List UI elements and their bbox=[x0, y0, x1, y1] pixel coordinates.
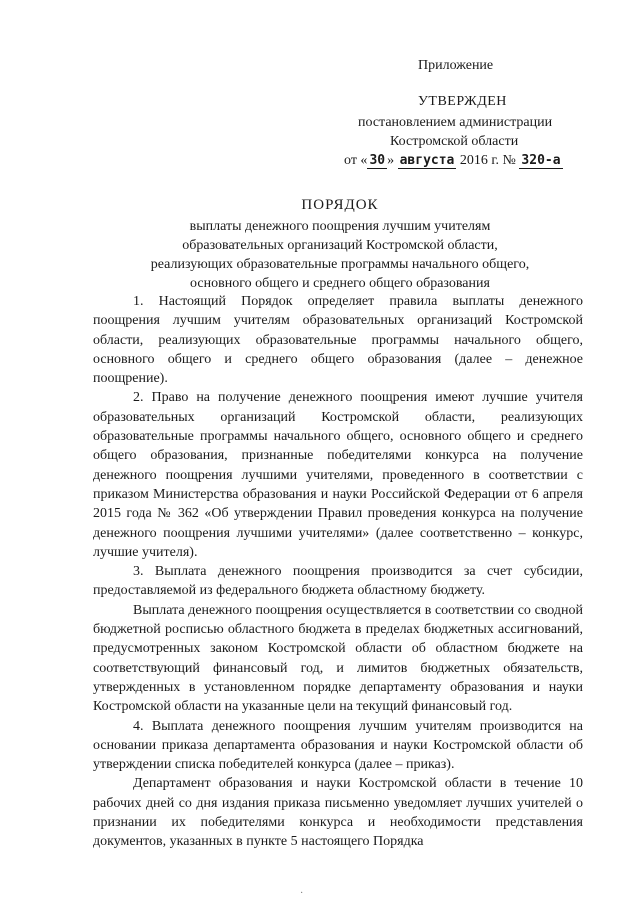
paragraph-3: 3. Выплата денежного поощрения производится за счет субсидии, предоставляемой из федерального бюджета областному бюджету. bbox=[93, 564, 583, 599]
date-quote-close: » bbox=[387, 153, 395, 168]
document-title: ПОРЯДОК bbox=[301, 197, 379, 213]
document-body bbox=[93, 292, 583, 852]
decree-number: 320-а bbox=[521, 153, 561, 168]
date-prefix: от « bbox=[344, 153, 368, 168]
document-title-block bbox=[100, 196, 580, 293]
decree-date-line bbox=[344, 151, 563, 170]
title-line: реализующих образовательные программы начального общего, bbox=[150, 257, 530, 272]
decree-year: 2016 г. № bbox=[459, 153, 516, 168]
region-line: Костромской области bbox=[390, 134, 519, 149]
scan-speck: · bbox=[300, 888, 304, 899]
decree-line: постановлением администрации bbox=[358, 115, 553, 130]
paragraph-4: 4. Выплата денежного поощрения лучшим учителям производится на основании приказа департамента образования и науки Костромской области об утверждении списка победителей конкурса (далее – приказ). bbox=[93, 718, 583, 773]
decree-month: августа bbox=[399, 153, 455, 168]
approved-label: УТВЕРЖДЕН bbox=[418, 94, 507, 109]
paragraph-2: 2. Право на получение денежного поощрения имеют лучшие учителя образовательных организаций Костромской области, реализующих образовательные программы начального общего, основного общего и среднего общего образования, признанные победителями конкурса на получение денежного поощрения лучшими учителями, проведенного в соответствии с приказом Министерства образования и науки Российской Федерации от 6 апреля 2015 года № 362 «Об утверждении Правил проведения конкурса на получение денежного поощрения лучшими учителями» (далее соответственно – конкурс, лучшие учителя). bbox=[93, 390, 583, 560]
paragraph-4-continued: Департамент образования и науки Костромской области в течение 10 рабочих дней со дня издания приказа письменно уведомляет лучших учителей о признании их победителями конкурса и необходимости представления документов, указанных в пункте 5 настоящего Порядка bbox=[93, 776, 583, 850]
decree-day: 30 bbox=[369, 153, 386, 168]
paragraph-3-continued: Выплата денежного поощрения осуществляется в соответствии со сводной бюджетной росписью областного бюджета в пределах бюджетных ассигнований, предусмотренных законом Костромской области об областном бюджете на соответствующий финансовый год, и лимитов бюджетных обязательств, утвержденных в установленном порядке департаменту образования и науки Костромской области на указанные цели на текущий финансовый год. bbox=[93, 602, 583, 715]
paragraph-1: 1. Настоящий Порядок определяет правила выплаты денежного поощрения лучшим учителям образовательных организаций Костромской области, реализующих образовательные программы начального общего, основного общего и среднего общего образования (далее – денежное поощрение). bbox=[93, 294, 583, 387]
title-line: выплаты денежного поощрения лучшим учителям bbox=[189, 219, 491, 234]
appendix-label: Приложение bbox=[418, 58, 494, 73]
title-line: основного общего и среднего общего образования bbox=[190, 276, 490, 291]
title-line: образовательных организаций Костромской области, bbox=[182, 238, 498, 253]
